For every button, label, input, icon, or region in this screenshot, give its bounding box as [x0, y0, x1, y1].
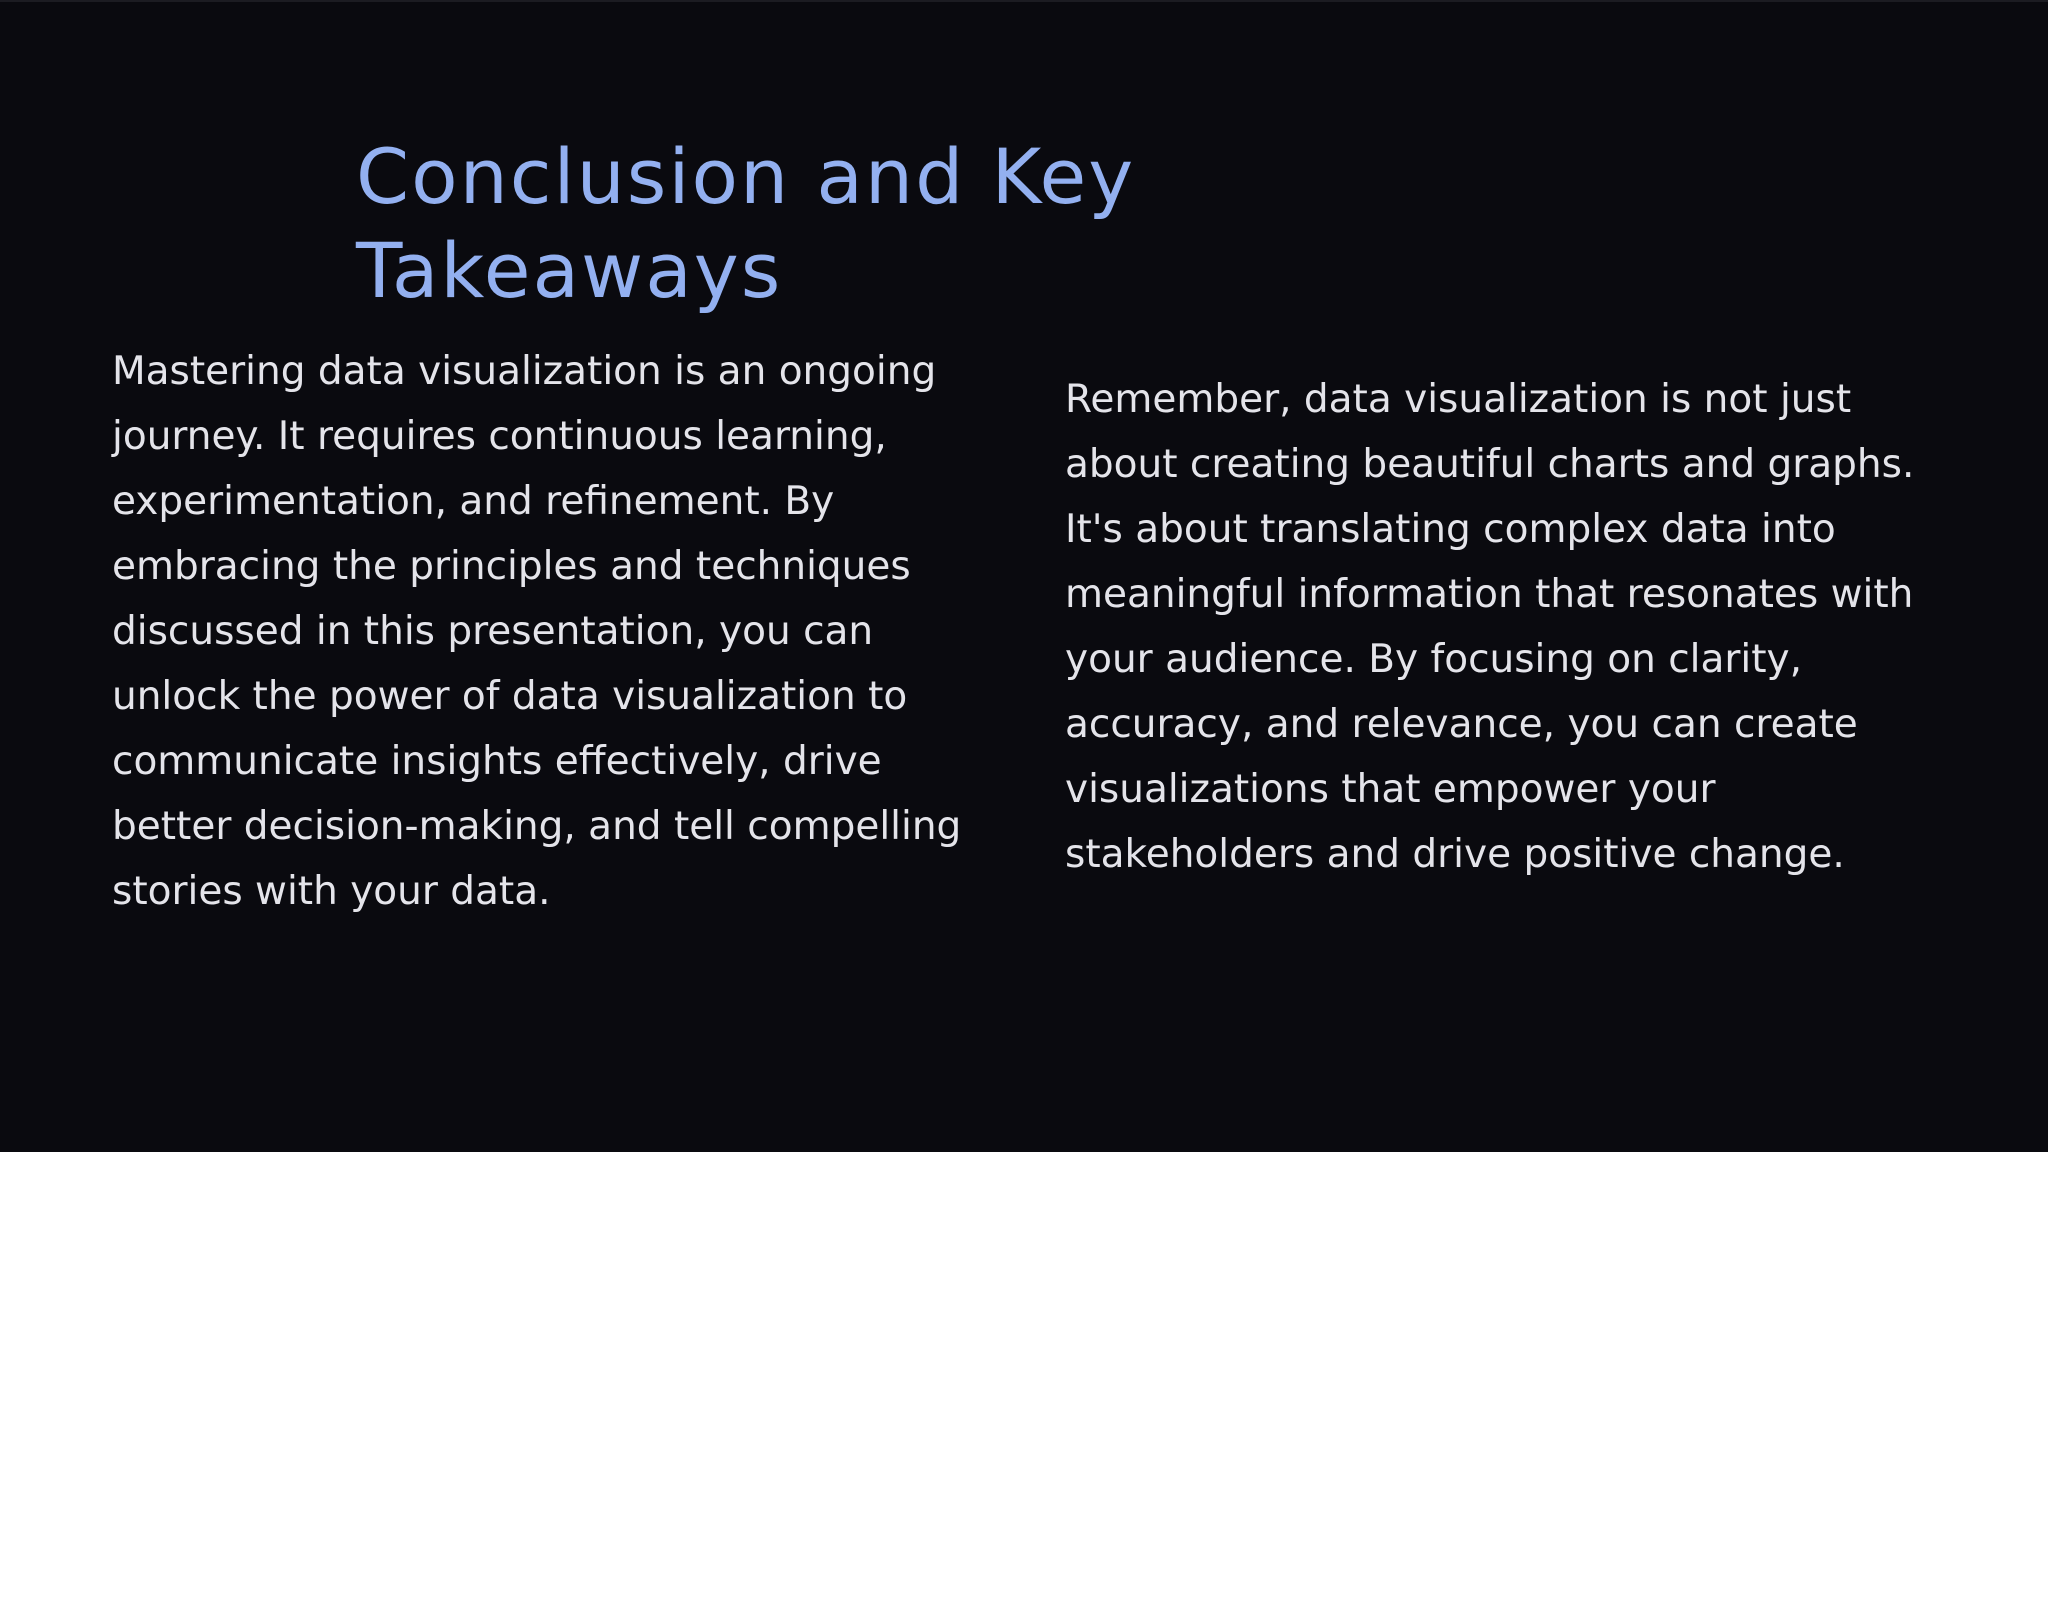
left-paragraph-line: discussed in this presentation, you can [112, 609, 874, 654]
slide-title [356, 130, 1256, 318]
right-paragraph-line: It's about translating complex data into [1065, 507, 1836, 552]
left-paragraph-line: unlock the power of data visualization to [112, 674, 908, 719]
left-paragraph-line: better decision-making, and tell compelling [112, 804, 962, 849]
right-paragraph-line: visualizations that empower your [1065, 767, 1716, 812]
right-paragraph-line: meaningful information that resonates with [1065, 572, 1914, 617]
left-paragraph-line: embracing the principles and techniques [112, 544, 911, 589]
left-paragraph-line: communicate insights effectively, drive [112, 739, 882, 784]
right-paragraph-line: accuracy, and relevance, you can create [1065, 702, 1858, 747]
right-paragraph-line: about creating beautiful charts and graphs. [1065, 442, 1915, 487]
right-paragraph-line: stakeholders and drive positive change. [1065, 832, 1845, 877]
slide-title-line-2: Takeaways [356, 226, 783, 315]
left-paragraph-line: stories with your data. [112, 869, 551, 914]
slide-title-line-1: Conclusion and Key [356, 132, 1136, 221]
left-paragraph-line: experimentation, and refinement. By [112, 479, 835, 524]
left-paragraph-line: Mastering data visualization is an ongoing [112, 349, 937, 394]
right-paragraph-line: your audience. By focusing on clarity, [1065, 637, 1803, 682]
right-paragraph [1065, 367, 1985, 887]
right-paragraph-line: Remember, data visualization is not just [1065, 377, 1852, 422]
left-paragraph [112, 339, 992, 924]
left-paragraph-line: journey. It requires continuous learning, [112, 414, 887, 459]
